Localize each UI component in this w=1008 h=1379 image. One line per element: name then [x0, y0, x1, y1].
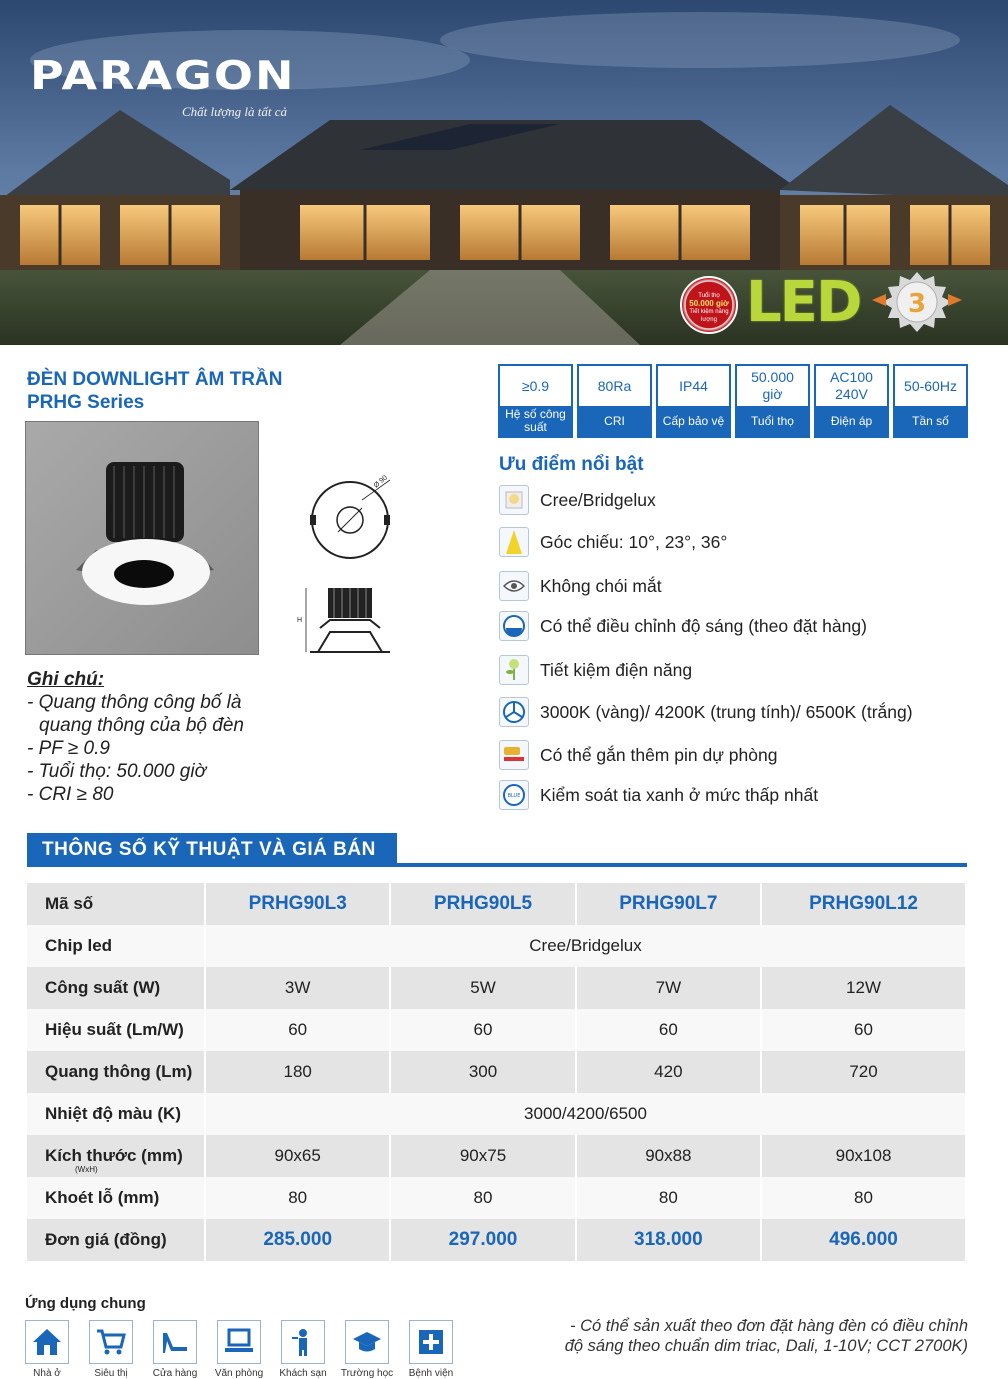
eye-icon — [499, 571, 529, 601]
table-cell: 3000/4200/6500 — [205, 1093, 966, 1135]
beam-angle-icon — [499, 527, 529, 557]
feature-item — [499, 697, 913, 727]
spec-value: ≥0.9 — [500, 366, 571, 406]
height-label: H — [297, 617, 303, 624]
table-cell: 60 — [390, 1009, 575, 1051]
table-row — [27, 1177, 966, 1219]
table-cell: 60 — [576, 1009, 761, 1051]
table-cell: 7W — [576, 967, 761, 1009]
feature-item — [499, 611, 867, 641]
note-line: - Tuổi thọ: 50.000 giờ — [27, 761, 207, 782]
row-header — [27, 1135, 205, 1177]
note-line: - CRI ≥ 80 — [27, 784, 114, 805]
table-cell: 720 — [761, 1051, 966, 1093]
spec-label: Tần số — [895, 406, 966, 436]
feature-item — [499, 655, 692, 685]
spec-ip-rating — [656, 364, 731, 438]
row-header: Nhiệt độ màu (K) — [27, 1093, 205, 1135]
application-item — [340, 1320, 394, 1379]
spec-value: 80Ra — [579, 366, 650, 406]
table-cell: 180 — [205, 1051, 390, 1093]
feature-item — [499, 527, 727, 557]
table-cell: 90x65 — [205, 1135, 390, 1177]
applications-list — [25, 1320, 453, 1379]
spec-value: AC100 240V — [816, 366, 887, 406]
cart-icon — [89, 1320, 133, 1364]
color-temp-icon — [499, 697, 529, 727]
spec-voltage — [814, 364, 889, 438]
table-row — [27, 1135, 966, 1177]
led-logo: LED — [746, 270, 861, 335]
row-header: Quang thông (Lm) — [27, 1051, 205, 1093]
office-computer-icon — [217, 1320, 261, 1364]
feature-item — [499, 571, 662, 601]
table-cell: Cree/Bridgelux — [205, 925, 966, 967]
table-row — [27, 883, 966, 925]
note-line: quang thông của bộ đèn — [39, 715, 244, 736]
table-row — [27, 1051, 966, 1093]
hotel-staff-icon — [281, 1320, 325, 1364]
application-label: Siêu thị — [94, 1368, 128, 1379]
footnote-line: - Có thể sản xuất theo đơn đặt hàng đèn có điều chỉnh — [569, 1317, 968, 1335]
table-cell: 60 — [761, 1009, 966, 1051]
application-label: Bệnh viện — [408, 1368, 454, 1379]
table-cell: 90x88 — [576, 1135, 761, 1177]
feature-text: Góc chiếu: 10°, 23°, 36° — [540, 531, 728, 552]
hospital-cross-icon — [409, 1320, 453, 1364]
downlight-image — [26, 422, 260, 656]
price-cell: 318.000 — [576, 1219, 761, 1261]
svg-text:BLUE: BLUE — [507, 793, 521, 799]
row-header: Khoét lỗ (mm) — [27, 1177, 205, 1219]
spec-label: Điện áp — [816, 406, 887, 436]
feature-text: Không chói mắt — [540, 575, 662, 596]
spec-lifetime — [735, 364, 810, 438]
table-row — [27, 967, 966, 1009]
table-row — [27, 1009, 966, 1051]
row-header: Hiệu suất (Lm/W) — [27, 1009, 205, 1051]
application-label: Văn phòng — [214, 1368, 264, 1379]
feature-text: Có thể điều chỉnh độ sáng (theo đặt hàng) — [540, 615, 867, 636]
seal-line-1: Tuổi thọ — [698, 293, 720, 299]
spec-boxes — [498, 364, 968, 438]
table-cell: 90x75 — [390, 1135, 575, 1177]
spec-label: Tuổi thọ — [737, 406, 808, 436]
row-header-sub: (WxH) — [75, 1165, 98, 1174]
feature-item — [499, 485, 656, 515]
footnote-line: độ sáng theo chuẩn dim triac, Dali, 1-10V; CCT 2700K) — [564, 1337, 968, 1355]
application-item — [281, 1320, 325, 1379]
model-code: PRHG90L7 — [576, 883, 761, 925]
row-header: Mã số — [27, 883, 205, 925]
feature-text: 3000K (vàng)/ 4200K (trung tính)/ 6500K (trắng) — [540, 701, 913, 722]
table-row — [27, 1219, 966, 1261]
brand-tagline: Chất lượng là tất cả — [182, 104, 288, 119]
spec-cri — [577, 364, 652, 438]
table-cell: 420 — [576, 1051, 761, 1093]
price-cell: 297.000 — [390, 1219, 575, 1261]
footnote — [540, 1316, 968, 1356]
application-item — [89, 1320, 133, 1379]
application-item — [409, 1320, 453, 1379]
house-icon — [25, 1320, 69, 1364]
applications-title: Ứng dụng chung — [25, 1295, 146, 1312]
feature-item — [499, 780, 818, 810]
table-cell: 60 — [205, 1009, 390, 1051]
section-title: THÔNG SỐ KỸ THUẬT VÀ GIÁ BÁN — [27, 833, 397, 866]
dimmer-icon — [499, 611, 529, 641]
spec-value: IP44 — [658, 366, 729, 406]
table-cell: 80 — [390, 1177, 575, 1219]
table-cell: 12W — [761, 967, 966, 1009]
application-item — [214, 1320, 264, 1379]
table-cell: 80 — [205, 1177, 390, 1219]
table-cell: 90x108 — [761, 1135, 966, 1177]
row-header: Đơn giá (đồng) — [27, 1219, 205, 1261]
application-label: Cửa hàng — [152, 1368, 198, 1379]
notes-heading: Ghi chú: — [27, 669, 105, 690]
row-header-label: Kích thước (mm) — [45, 1146, 183, 1165]
table-row — [27, 925, 966, 967]
spec-label: Cấp bảo vệ — [658, 406, 729, 436]
application-item — [25, 1320, 69, 1379]
dimension-drawing — [297, 470, 410, 670]
product-title — [27, 368, 282, 414]
advantages-title: Ưu điểm nổi bật — [499, 454, 644, 475]
feature-text: Kiểm soát tia xanh ở mức thấp nhất — [540, 784, 819, 805]
spec-value: 50.000 giờ — [737, 366, 808, 406]
spec-label: Hệ số công suất — [500, 406, 571, 436]
model-code: PRHG90L12 — [761, 883, 966, 925]
spec-price-table — [27, 883, 967, 1261]
model-code: PRHG90L3 — [205, 883, 390, 925]
section-divider — [27, 863, 967, 867]
feature-text: Cree/Bridgelux — [540, 489, 656, 510]
model-code: PRHG90L5 — [390, 883, 575, 925]
brand-logo — [30, 52, 296, 119]
table-cell: 80 — [576, 1177, 761, 1219]
notes — [27, 668, 244, 806]
price-cell: 496.000 — [761, 1219, 966, 1261]
spec-power-factor — [498, 364, 573, 438]
warranty-years: 3 — [907, 289, 927, 319]
table-cell: 3W — [205, 967, 390, 1009]
application-label: Nhà ở — [33, 1368, 61, 1379]
diameter-label: Ø 90 — [372, 474, 389, 490]
seal-line-3: Tiết kiệm năng lượng — [689, 309, 729, 323]
seal-line-2: 50.000 giờ — [689, 299, 729, 308]
energy-saving-icon — [499, 655, 529, 685]
warranty-badge-icon — [872, 270, 962, 332]
lifetime-seal — [680, 276, 738, 334]
note-line: - Quang thông công bố là — [27, 692, 242, 713]
price-cell: 285.000 — [205, 1219, 390, 1261]
table-row — [27, 1093, 966, 1135]
blue-light-filter-icon — [499, 780, 529, 810]
emergency-battery-icon — [499, 740, 529, 770]
row-header: Chip led — [27, 925, 205, 967]
spec-label: CRI — [579, 406, 650, 436]
product-photo — [25, 421, 259, 655]
cob-chip-icon — [499, 485, 529, 515]
row-header: Công suất (W) — [27, 967, 205, 1009]
product-series: PRHG Series — [27, 392, 145, 413]
table-cell: 80 — [761, 1177, 966, 1219]
high-heel-icon — [153, 1320, 197, 1364]
table-cell: 300 — [390, 1051, 575, 1093]
application-label: Khách sạn — [279, 1368, 327, 1379]
hero-banner — [0, 0, 1008, 345]
feature-item — [499, 740, 777, 770]
feature-text: Tiết kiệm điện năng — [540, 659, 693, 680]
feature-text: Có thể gắn thêm pin dự phòng — [540, 744, 778, 765]
table-cell: 5W — [390, 967, 575, 1009]
application-label: Trường học — [340, 1368, 394, 1379]
spec-frequency — [893, 364, 968, 438]
spec-value: 50-60Hz — [895, 366, 966, 406]
brand-name: PARAGON — [30, 52, 296, 99]
product-title-line1: ĐÈN DOWNLIGHT ÂM TRẦN — [27, 369, 283, 390]
graduation-cap-icon — [345, 1320, 389, 1364]
note-line: - PF ≥ 0.9 — [27, 738, 110, 759]
application-item — [153, 1320, 197, 1379]
